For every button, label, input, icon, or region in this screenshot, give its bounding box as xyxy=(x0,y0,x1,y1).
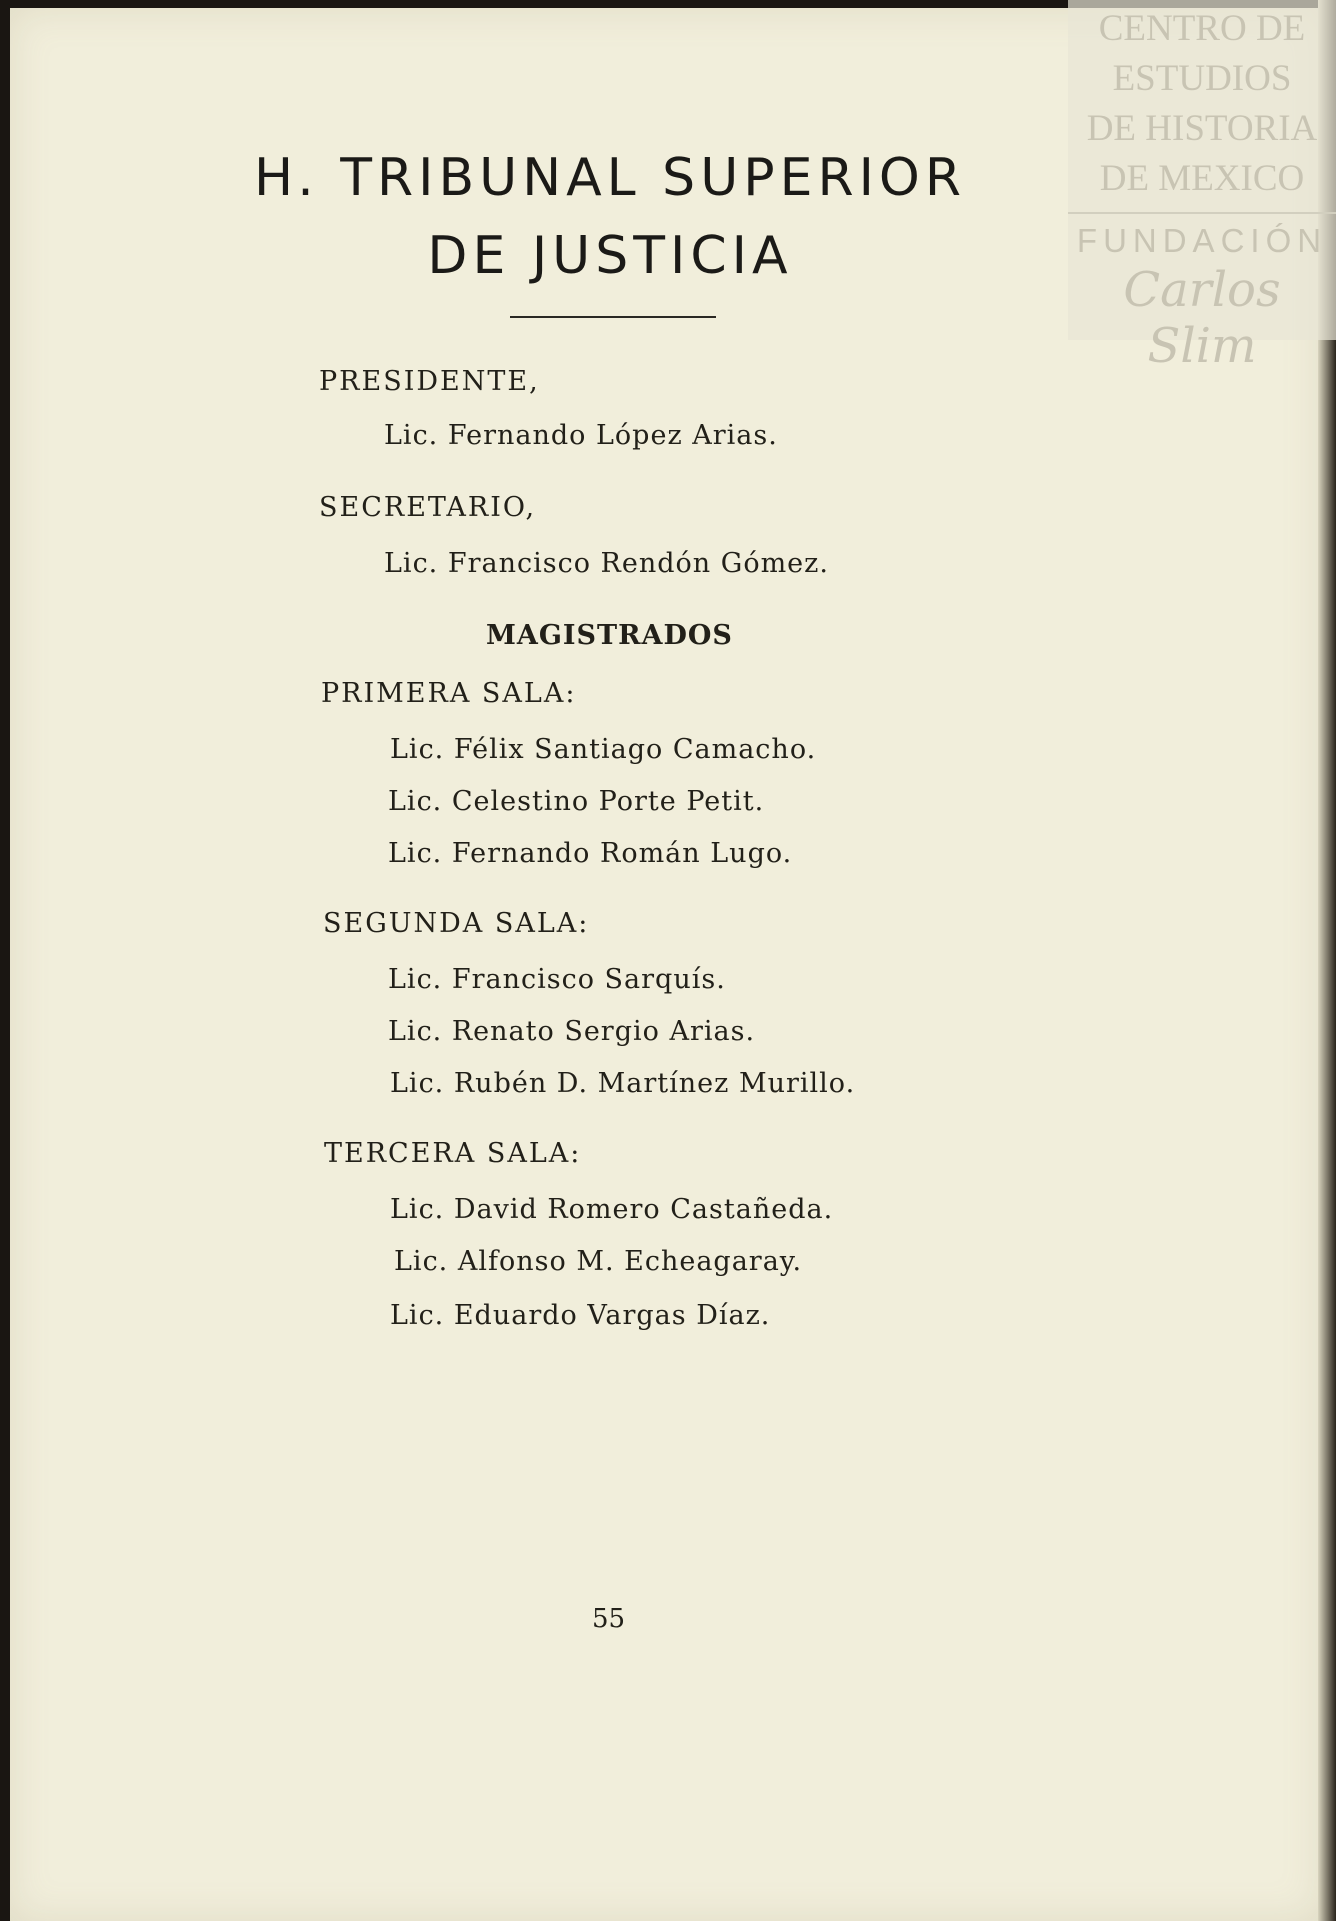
page-title-line2: DE JUSTICIA xyxy=(427,226,793,286)
watermark-line: CENTRO DE xyxy=(1098,8,1306,49)
sala-member: Lic. David Romero Castañeda. xyxy=(390,1194,834,1225)
sala-member: Lic. Celestino Porte Petit. xyxy=(388,786,765,817)
page-number: 55 xyxy=(592,1604,626,1634)
sala-label-primera: PRIMERA SALA: xyxy=(321,678,577,709)
secretario-name: Lic. Francisco Rendón Gómez. xyxy=(384,548,829,579)
watermark-stamp xyxy=(1068,0,1336,374)
sala-member: Lic. Eduardo Vargas Díaz. xyxy=(390,1300,771,1331)
presidente-label: PRESIDENTE, xyxy=(319,366,540,397)
magistrados-heading: MAGISTRADOS xyxy=(486,620,733,651)
sala-member: Lic. Félix Santiago Camacho. xyxy=(390,734,817,765)
watermark-line: DE HISTORIA xyxy=(1086,108,1318,149)
presidente-name: Lic. Fernando López Arias. xyxy=(384,420,778,451)
sala-label-segunda: SEGUNDA SALA: xyxy=(323,908,590,939)
sala-member: Lic. Renato Sergio Arias. xyxy=(388,1016,756,1047)
sala-member: Lic. Fernando Román Lugo. xyxy=(388,838,793,869)
watermark-line: DE MEXICO xyxy=(1099,158,1305,199)
page-title-line1: H. TRIBUNAL SUPERIOR xyxy=(254,148,966,208)
watermark-divider xyxy=(1068,212,1336,214)
sala-member: Lic. Alfonso M. Echeagaray. xyxy=(394,1246,803,1277)
watermark-line: ESTUDIOS xyxy=(1112,58,1292,99)
title-divider xyxy=(510,316,716,318)
watermark-foundation: FUNDACIÓN xyxy=(1076,222,1328,259)
secretario-label: SECRETARIO, xyxy=(319,492,537,523)
sala-label-tercera: TERCERA SALA: xyxy=(324,1138,582,1169)
watermark-signature: Carlos Slim xyxy=(1123,262,1281,374)
sala-member: Lic. Rubén D. Martínez Murillo. xyxy=(390,1068,856,1099)
sala-member: Lic. Francisco Sarquís. xyxy=(388,964,726,995)
